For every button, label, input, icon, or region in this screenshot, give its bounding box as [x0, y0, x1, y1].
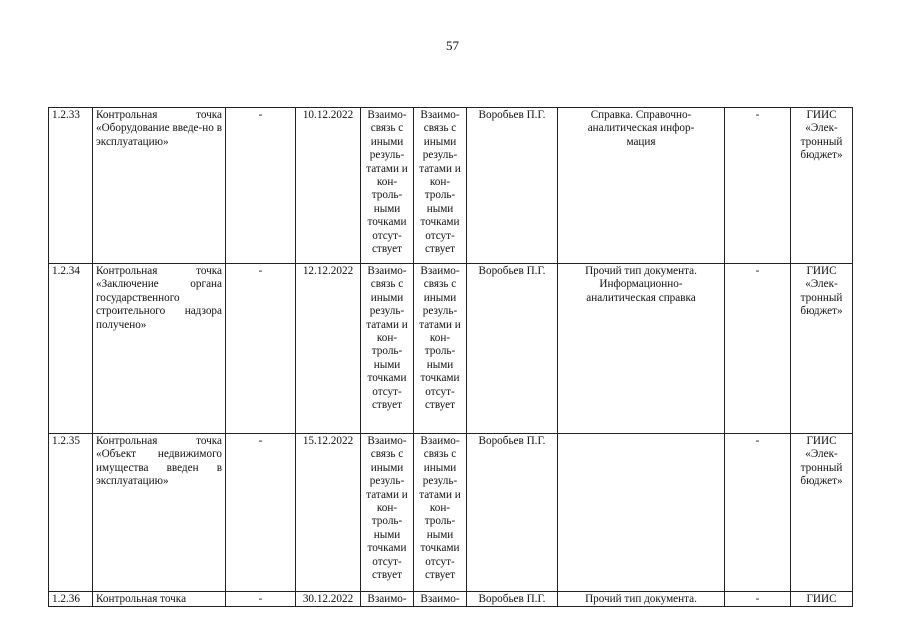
- relation-cell: Взаимо- связь с иными резуль- татами и кон- троль- ными точками отсут- ствует: [361, 264, 414, 434]
- date-cell: 12.12.2022: [296, 264, 361, 434]
- relation-cell: Взаимо-: [414, 592, 467, 607]
- row-number: 1.2.36: [49, 592, 93, 607]
- system-cell: ГИИС «Элек- тронный бюджет»: [791, 434, 853, 592]
- table-row: [49, 592, 853, 607]
- page-number: 57: [446, 38, 459, 53]
- relation-cell: Взаимо- связь с иными резуль- татами и кон- троль- ными точками отсут- ствует: [361, 434, 414, 592]
- system-cell: ГИИС «Элек- тронный бюджет»: [791, 108, 853, 264]
- dash-cell: -: [725, 434, 791, 592]
- control-point-name: Контрольная точка «Оборудование введе-но в эксплуатацию»: [93, 108, 226, 264]
- dash-cell: -: [226, 434, 296, 592]
- document-type-cell: Прочий тип документа. Информационно- аналитическая справка: [558, 264, 725, 434]
- relation-cell: Взаимо- связь с иными резуль- татами и кон- троль- ными точками отсут- ствует: [414, 434, 467, 592]
- document-type-cell: Прочий тип документа.: [558, 592, 725, 607]
- document-type-cell: [558, 434, 725, 592]
- system-cell: ГИИС: [791, 592, 853, 607]
- responsible-cell: Воробьев П.Г.: [467, 592, 558, 607]
- relation-cell: Взаимо- связь с иными резуль- татами и кон- троль- ными точками отсут- ствует: [361, 108, 414, 264]
- responsible-cell: Воробьев П.Г.: [467, 264, 558, 434]
- row-number: 1.2.34: [49, 264, 93, 434]
- dash-cell: -: [725, 592, 791, 607]
- date-cell: 15.12.2022: [296, 434, 361, 592]
- dash-cell: -: [226, 108, 296, 264]
- relation-cell: Взаимо- связь с иными резуль- татами и кон- троль- ными точками отсут- ствует: [414, 264, 467, 434]
- system-cell: ГИИС «Элек- тронный бюджет»: [791, 264, 853, 434]
- control-point-name: Контрольная точка «Объект недвижимого имущества введен в эксплуатацию»: [93, 434, 226, 592]
- table-row: [49, 434, 853, 592]
- row-number: 1.2.33: [49, 108, 93, 264]
- dash-cell: -: [725, 264, 791, 434]
- relation-cell: Взаимо-: [361, 592, 414, 607]
- date-cell: 10.12.2022: [296, 108, 361, 264]
- responsible-cell: Воробьев П.Г.: [467, 108, 558, 264]
- control-point-name: Контрольная точка «Заключение органа государственного строительного надзора получено»: [93, 264, 226, 434]
- document-type-cell: Справка. Справочно- аналитическая инфор- мация: [558, 108, 725, 264]
- control-point-name: Контрольная точка: [93, 592, 226, 607]
- table-row: [49, 108, 853, 264]
- relation-cell: Взаимо- связь с иными резуль- татами и кон- троль- ными точками отсут- ствует: [414, 108, 467, 264]
- responsible-cell: Воробьев П.Г.: [467, 434, 558, 592]
- date-cell: 30.12.2022: [296, 592, 361, 607]
- control-points-table: [48, 107, 853, 607]
- row-number: 1.2.35: [49, 434, 93, 592]
- dash-cell: -: [226, 264, 296, 434]
- dash-cell: -: [226, 592, 296, 607]
- dash-cell: -: [725, 108, 791, 264]
- table-row: [49, 264, 853, 434]
